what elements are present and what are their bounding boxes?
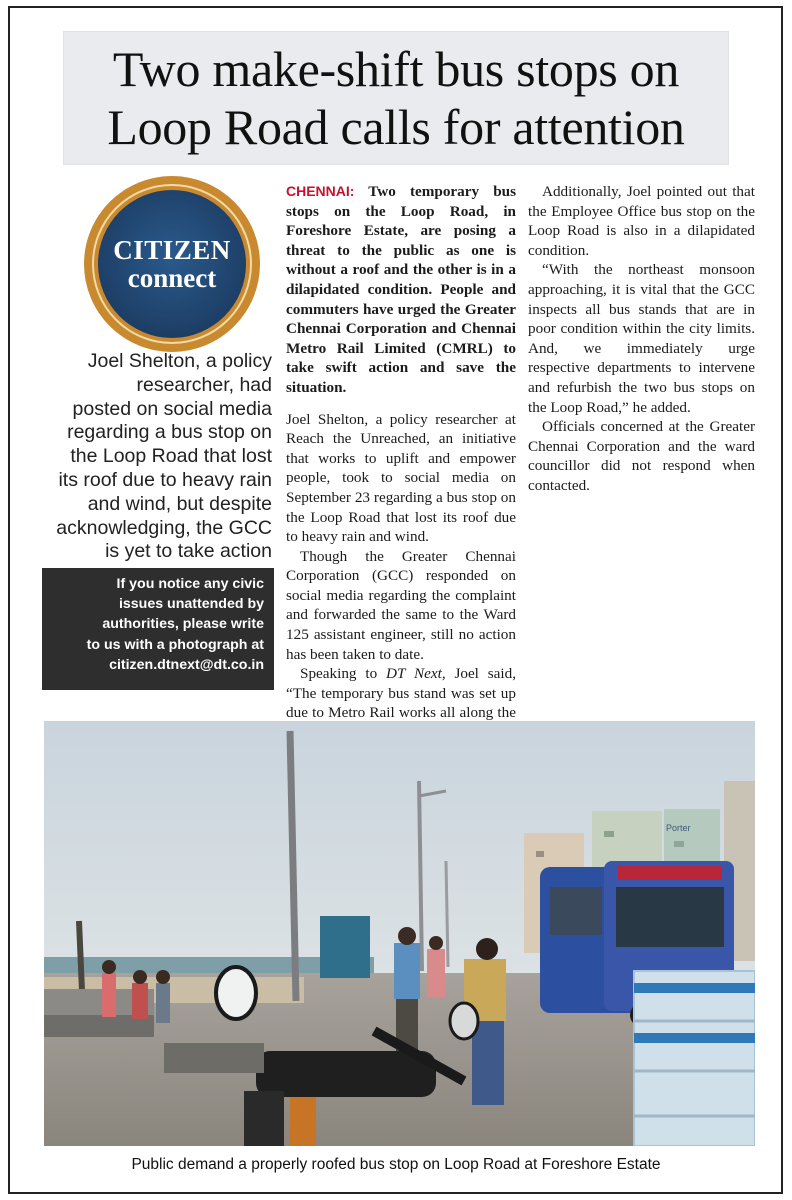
blue-kiosk: [320, 916, 370, 978]
deck-line: and wind, but despite: [87, 492, 272, 515]
summary-deck: [36, 350, 272, 564]
news-photo: [44, 721, 755, 1146]
paragraph-5: “With the northeast monsoon approaching, it is vital that the GCC inspects all bus stands that are in poor condition within the city limits. And, we immediately urge respective departments to intervene and refurbish the two bus stops on the Loop Road,” he added.: [528, 261, 755, 416]
badge-line-1: CITIZEN: [113, 235, 231, 265]
deck-line: Joel Shelton, a policy: [87, 350, 272, 372]
loop-road-photo: [44, 721, 755, 1146]
dateline: CHENNAI:: [286, 183, 355, 199]
deck-line: acknowledging, the GCC: [56, 516, 272, 539]
article-column-2: [528, 182, 755, 496]
notice-email: citizen.dtnext@dt.co.in: [109, 656, 264, 673]
paragraph-1: Joel Shelton, a policy researcher at Reach the Unreached, an initiative that works to uplift and empower people, took to social media on September 23 regarding a bus stop on the Loop Road that lost its roof due to heavy rain and wind.: [286, 410, 516, 546]
deck-line: the Loop Road that lost: [70, 445, 272, 468]
deck-line: researcher, had: [136, 373, 272, 396]
deck-line: posted on social media: [72, 397, 272, 420]
civic-notice-box: [42, 568, 274, 690]
notice-line: issues unattended by: [118, 596, 264, 613]
lead-text: Two temporary bus stops on the Loop Road, in Foreshore Estate, are posing a threat to the public as one is without a roof and the other is in a dilapidated condition. People and commuters have urged the Greater Chennai Corporation and Chennai Metro Rail Limited (CMRL) to take swift action and save the situation.: [286, 183, 516, 396]
p3-prefix: Speaking to: [300, 665, 386, 683]
headline-line-2: Loop Road calls for attention: [107, 99, 685, 155]
concrete-block: [164, 1043, 264, 1073]
paragraph-4: Additionally, Joel pointed out that the Employee Office bus stop on the Loop Road is also in a dilapidated condition.: [528, 183, 755, 259]
badge-line-2: connect: [127, 263, 217, 293]
paragraph-6: Officials concerned at the Greater Chennai Corporation and the ward councillor did not respond when contacted.: [528, 418, 755, 494]
photo-caption: Public demand a properly roofed bus stop on Loop Road at Foreshore Estate: [131, 1156, 661, 1173]
p3-quote: , Joel said, “The temporary bus stand was set up due to Metro Rail works all along the: [286, 665, 516, 722]
citizen-connect-badge: [84, 176, 260, 352]
headline-box: [64, 32, 728, 164]
article-lead: [286, 182, 516, 398]
badge-center: [98, 190, 246, 338]
badge-ring: [92, 184, 252, 344]
headline-line-1: Two make-shift bus stops on: [112, 41, 680, 97]
paragraph-2: Though the Greater Chennai Corporation (GCC) responded on social media regarding the complaint and forwarded the same to the Ward 125 assistant engineer, still no action has been taken to date.: [286, 547, 516, 663]
deck-line: is yet to take action: [105, 540, 272, 563]
publication-name: DT Next: [386, 665, 442, 683]
notice-line: If you notice any civic: [116, 576, 264, 592]
deck-line: regarding a bus stop on: [67, 421, 272, 444]
deck-line: its roof due to heavy rain: [58, 468, 272, 491]
notice-line: authorities, please write: [102, 616, 264, 633]
building-sign: Porter: [666, 823, 691, 833]
notice-line: to us with a photograph at: [86, 636, 264, 653]
water-bottle-stack: [634, 971, 755, 1146]
